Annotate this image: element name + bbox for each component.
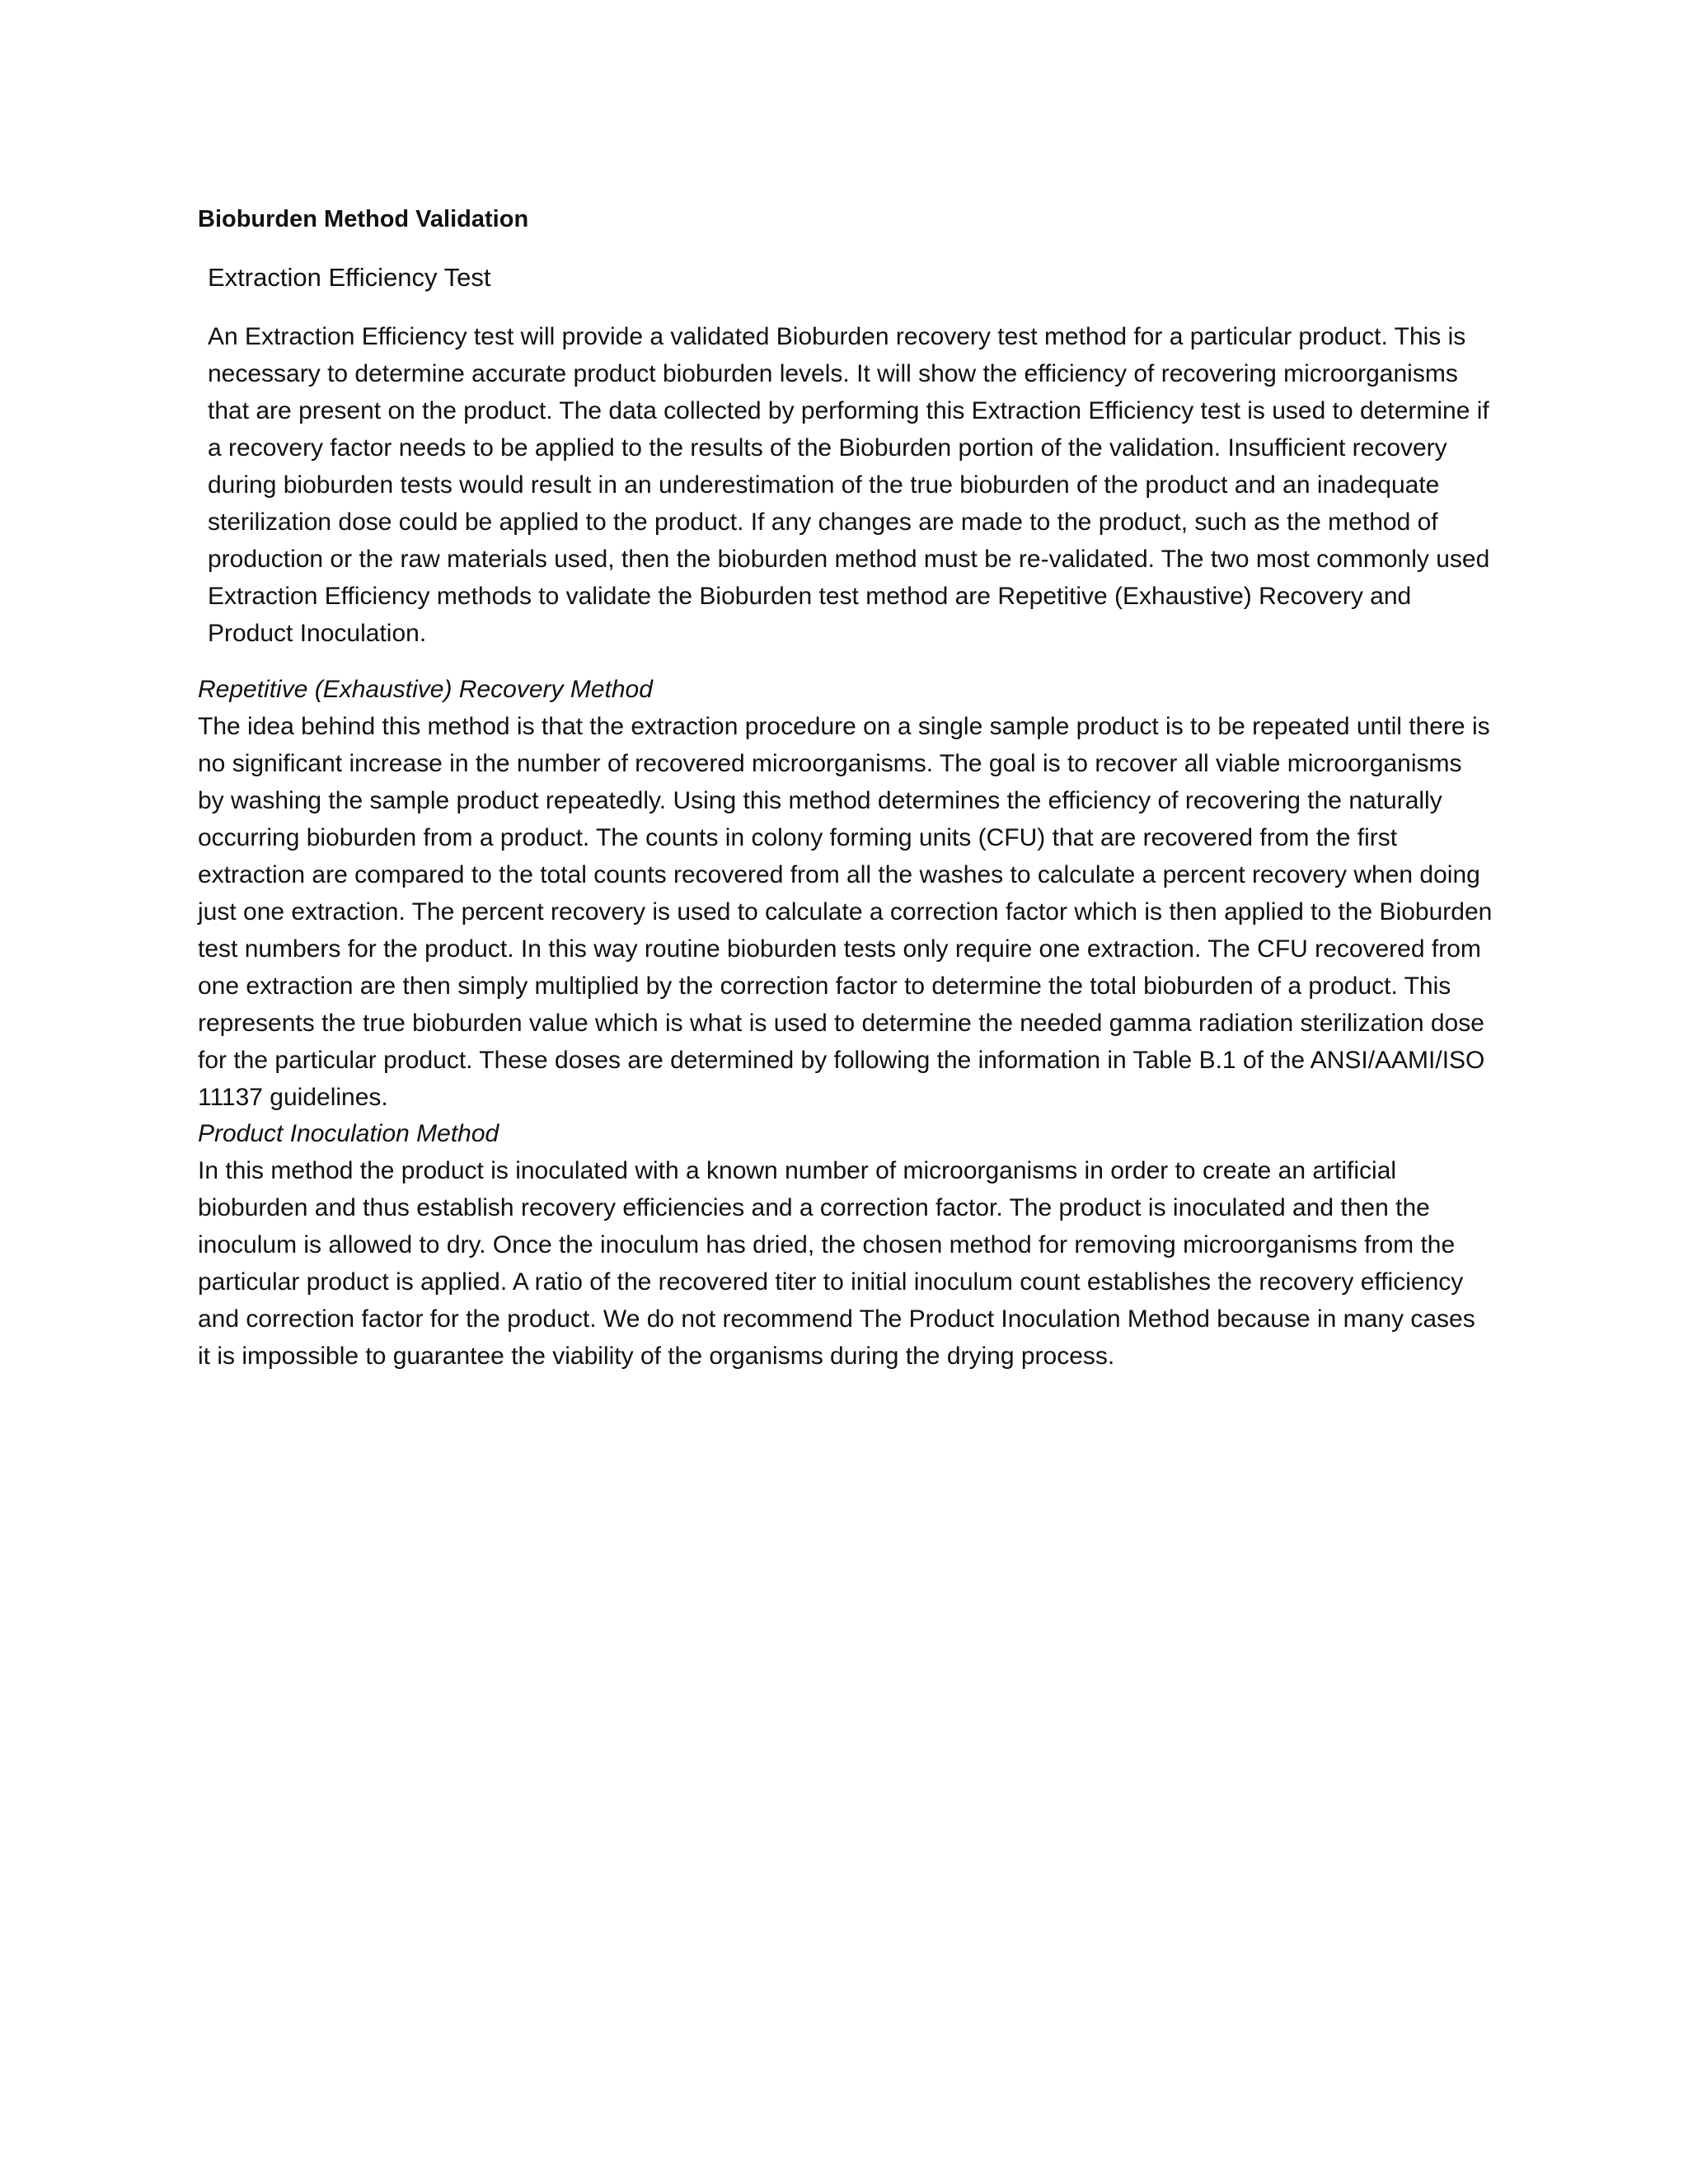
intro-paragraph: An Extraction Efficiency test will provide a validated Bioburden recovery test method for a particular product. This is necessary to determine accurate product bioburden levels. It will show the efficiency of recovering microorganisms that are present on the product. The data collected by performing this Extraction Efficiency test is used to determine if a recovery factor needs to be applied to the results of the Bioburden portion of the validation. Insufficient recovery during bioburden tests would result in an underestimation of the true bioburden of the product and an inadequate sterilization dose could be applied to the product. If any changes are made to the product, such as the method of production or the raw materials used, then the bioburden method must be re-validated. The two most commonly used Extraction Efficiency methods to validate the Bioburden test method are Repetitive (Exhaustive) Recovery and Product Inoculation. bbox=[208, 323, 1490, 647]
inoculation-method-heading: Product Inoculation Method bbox=[198, 1120, 499, 1147]
inoculation-method-paragraph: In this method the product is inoculated with a known number of microorganisms in order to create an artificial bioburden and thus establish recovery efficiencies and a correction factor. The product is inoculated and then the inoculum is allowed to dry. Once the inoculum has dried, the chosen method for removing microorganisms from the particular product is applied. A ratio of the recovered titer to initial inoculum count establishes the recovery efficiency and correction factor for the product. We do not recommend The Product Inoculation Method because in many cases it is impossible to guarantee the viability of the organisms during the drying process. bbox=[198, 1157, 1475, 1370]
section-heading: Extraction Efficiency Test bbox=[208, 263, 491, 292]
repetitive-method-paragraph: The idea behind this method is that the extraction procedure on a single sample product is to be repeated until there is no significant increase in the number of recovered microorganisms. The goal is to recover all viable microorganisms by washing the sample product repeatedly. Using this method determines the efficiency of recovering the naturally occurring bioburden from a product. The counts in colony forming units (CFU) that are recovered from the first extraction are compared to the total counts recovered from all the washes to calculate a percent recovery when doing just one extraction. The percent recovery is used to calculate a correction factor which is then applied to the Bioburden test numbers for the product. In this way routine bioburden tests only require one extraction. The CFU recovered from one extraction are then simply multiplied by the correction factor to determine the total bioburden of a product. This represents the true bioburden value which is what is used to determine the needed gamma radiation sterilization dose for the particular product. These doses are determined by following the information in Table B.1 of the ANSI/AAMI/ISO 11137 guidelines. bbox=[198, 713, 1493, 1111]
document-title: Bioburden Method Validation bbox=[198, 206, 529, 232]
repetitive-method-heading: Repetitive (Exhaustive) Recovery Method bbox=[198, 676, 653, 703]
